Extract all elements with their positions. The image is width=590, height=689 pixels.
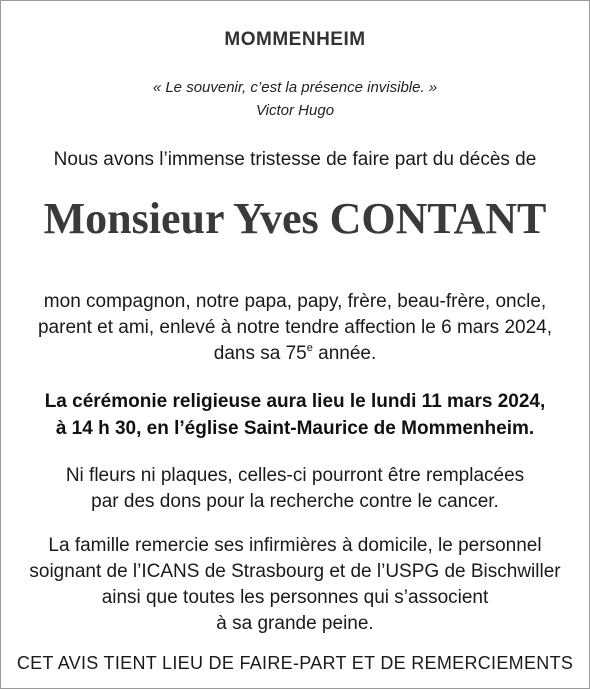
thanks-line: soignant de l’ICANS de Strasbourg et de l’USPG de Bischwiller (29, 561, 561, 582)
body-line-age (1, 343, 589, 365)
age-prefix: dans sa 75 (213, 343, 307, 364)
deceased-name: Monsieur Yves CONTANT (43, 194, 547, 243)
intro-text: Nous avons l’immense tristesse de faire part du décès de (53, 149, 537, 170)
place-heading: MOMMENHEIM (224, 29, 366, 50)
ordinal-suffix: e (306, 341, 313, 354)
thanks-line: ainsi que toutes les personnes qui s’associent (101, 587, 489, 608)
body-line: mon compagnon, notre papa, papy, frère, beau-frère, oncle, (43, 291, 547, 312)
quote-author: Victor Hugo (255, 102, 335, 119)
body-line: parent et ami, enlevé à notre tendre affection le 6 mars 2024, (37, 317, 553, 338)
ceremony-line: à 14 h 30, en l’église Saint-Maurice de Mommenheim. (55, 418, 535, 439)
quote-text: « Le souvenir, c’est la présence invisible. » (152, 79, 438, 96)
footer-notice: CET AVIS TIENT LIEU DE FAIRE-PART ET DE REMERCIEMENTS (16, 653, 574, 673)
thanks-line: La famille remercie ses infirmières à domicile, le personnel (48, 535, 542, 556)
age-suffix: année. (312, 343, 377, 364)
thanks-line: à sa grande peine. (216, 613, 374, 634)
flowers-line: par des dons pour la recherche contre le cancer. (91, 491, 499, 512)
ceremony-line: La cérémonie religieuse aura lieu le lundi 11 mars 2024, (44, 391, 546, 412)
flowers-line: Ni fleurs ni plaques, celles-ci pourront être remplacées (65, 465, 525, 486)
